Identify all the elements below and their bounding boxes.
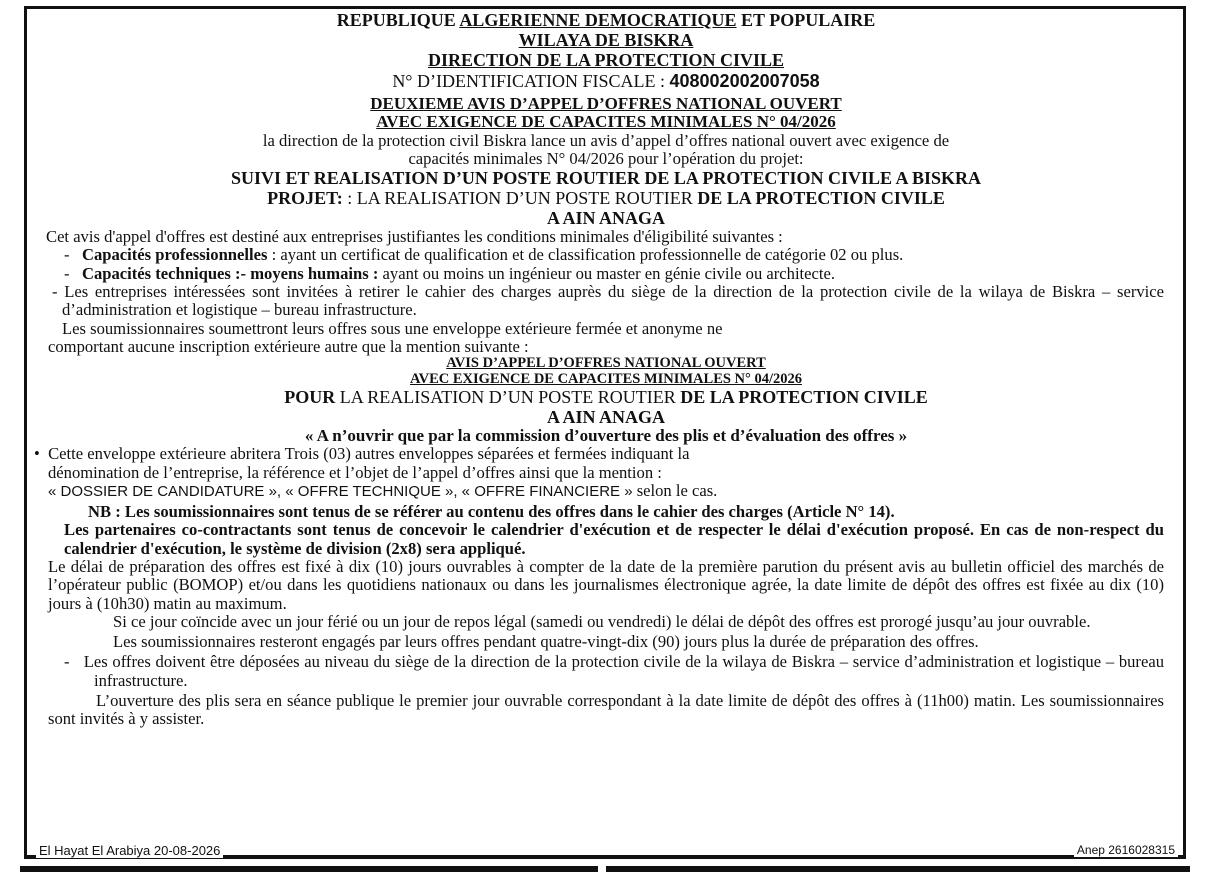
header-nif: N° D’IDENTIFICATION FISCALE : 408002002007058 [392, 71, 820, 91]
footer [24, 843, 1186, 863]
header-direction: DIRECTION DE LA PROTECTION CIVILE [427, 50, 785, 70]
avis-title-1: DEUXIEME AVIS D’APPEL D’OFFRES NATIONAL OUVERT [370, 94, 842, 113]
footer-anep-reference: Anep 2616028315 [1074, 843, 1178, 857]
soumission-1: Les soumissionnaires soumettront leurs offres sous une enveloppe extérieure fermée et anonyme ne [62, 318, 723, 338]
ouverture-plis: L’ouverture des plis sera en séance publique le premier jour ouvrable correspondant à la date limite de dépôt des offres à (11h00) matin. Les soumissionnaires sont invités à y assister. [48, 691, 1164, 729]
delai-preparation: Le délai de préparation des offres est fixé à dix (10) jours ouvrables à compter de la date de la première parution du présent avis au bulletin officiel des marchés de l’opérateur public (BOMOP) et/ou dans les quotidiens nationaux ou dans les journalismes électronique agrée, la date limite de dépôt des offres est fixée au dix (10) jours à (10h30) matin au maximum. [48, 556, 1164, 613]
delai-engagement: Les soumissionnaires resteront engagés par leurs offres pendant quatre-vingt-dix (90) jours plus la durée de préparation des offres. [113, 632, 979, 652]
avis-intro-2: capacités minimales N° 04/2026 pour l’opération du projet: [408, 149, 804, 169]
enveloppe-2: dénomination de l’entreprise, la référence et l’objet de l’appel d’offres ainsi que la mention : [48, 462, 662, 482]
bottom-border-right [606, 866, 1190, 872]
conditions-intro: Cet avis d'appel d'offres est destiné aux entreprises justifiantes les conditions minimales d'éligibilité suivantes : [46, 227, 783, 247]
enveloppe-3: « DOSSIER DE CANDIDATURE », « OFFRE TECHNIQUE », « OFFRE FINANCIERE » selon le cas. [48, 480, 718, 500]
enveloppe-1: • Cette enveloppe extérieure abritera Trois (03) autres enveloppes séparées et fermées indiquant la [34, 444, 690, 464]
partenaires-note: Les partenaires co-contractants sont tenus de concevoir le calendrier d'exécution et de respecter le délai d'exécution proposé. En cas de non-respect du calendrier d'exécution, le système de division (2x8) sera appliqué. [64, 520, 1164, 558]
mention-title-2: AVEC EXIGENCE DE CAPACITES MINIMALES N° 04/2026 [410, 370, 802, 387]
mention-location: A AIN ANAGA [546, 407, 666, 428]
bottom-border-left [20, 866, 598, 872]
header-wilaya: WILAYA DE BISKRA [518, 30, 694, 50]
footer-publication: El Hayat El Arabiya 20-08-2026 [36, 843, 223, 858]
avis-projet: PROJET: : LA REALISATION D’UN POSTE ROUTIER DE LA PROTECTION CIVILE [267, 188, 945, 209]
mention-ouvrir: « A n’ouvrir que par la commission d’ouverture des plis et d’évaluation des offres » [304, 426, 908, 446]
avis-intro-1: la direction de la protection civil Biskra lance un avis d’appel d’offres national ouvert avec exigence de [262, 130, 950, 150]
nb-note: NB : Les soumissionnaires sont tenus de se référer au contenu des offres dans le cahier des charges (Article N° 14). [88, 502, 895, 522]
avis-projet-location: A AIN ANAGA [546, 208, 666, 229]
nif-value: 408002002007058 [669, 71, 820, 91]
delai-jour-ferie: Si ce jour coïncide avec un jour férié ou un jour de repos légal (samedi ou vendredi) le délai de dépôt des offres est prorogé jusqu’au jour ouvrable. [113, 611, 1091, 631]
soumission-2: comportant aucune inscription extérieure autre que la mention suivante : [48, 336, 529, 356]
avis-title-2: AVEC EXIGENCE DE CAPACITES MINIMALES N° 04/2026 [376, 112, 836, 132]
condition-professionnelle: - Capacités professionnelles : ayant un certificat de qualification et de classification professionnelle de catégorie 02 ou plus. [64, 245, 904, 265]
depot-offres: - Les offres doivent être déposées au niveau du siège de la direction de la protection civile de la wilaya de Biskra – service d’administration et logistique – bureau infrastructure. [64, 652, 1164, 690]
avis-suivi: SUIVI ET REALISATION D’UN POSTE ROUTIER DE LA PROTECTION CIVILE A BISKRA [230, 168, 981, 189]
retrait-cahier: - Les entreprises intéressées sont invitées à retirer le cahier des charges auprès du siège de la direction de la protection civile de la wilaya de Biskra – service d’administration et logistique – bureau infrastructure. [52, 282, 1164, 320]
notice-content [34, 10, 1164, 729]
header-republic: REPUBLIQUE ALGERIENNE DEMOCRATIQUE ET POPULAIRE [336, 10, 876, 30]
condition-technique: - Capacités techniques :- moyens humains : ayant ou moins un ingénieur ou master en génie civile ou architecte. [64, 263, 836, 283]
mention-title-1: AVIS D’APPEL D’OFFRES NATIONAL OUVERT [446, 355, 766, 372]
mention-pour: POUR LA REALISATION D’UN POSTE ROUTIER DE LA PROTECTION CIVILE [284, 387, 928, 408]
